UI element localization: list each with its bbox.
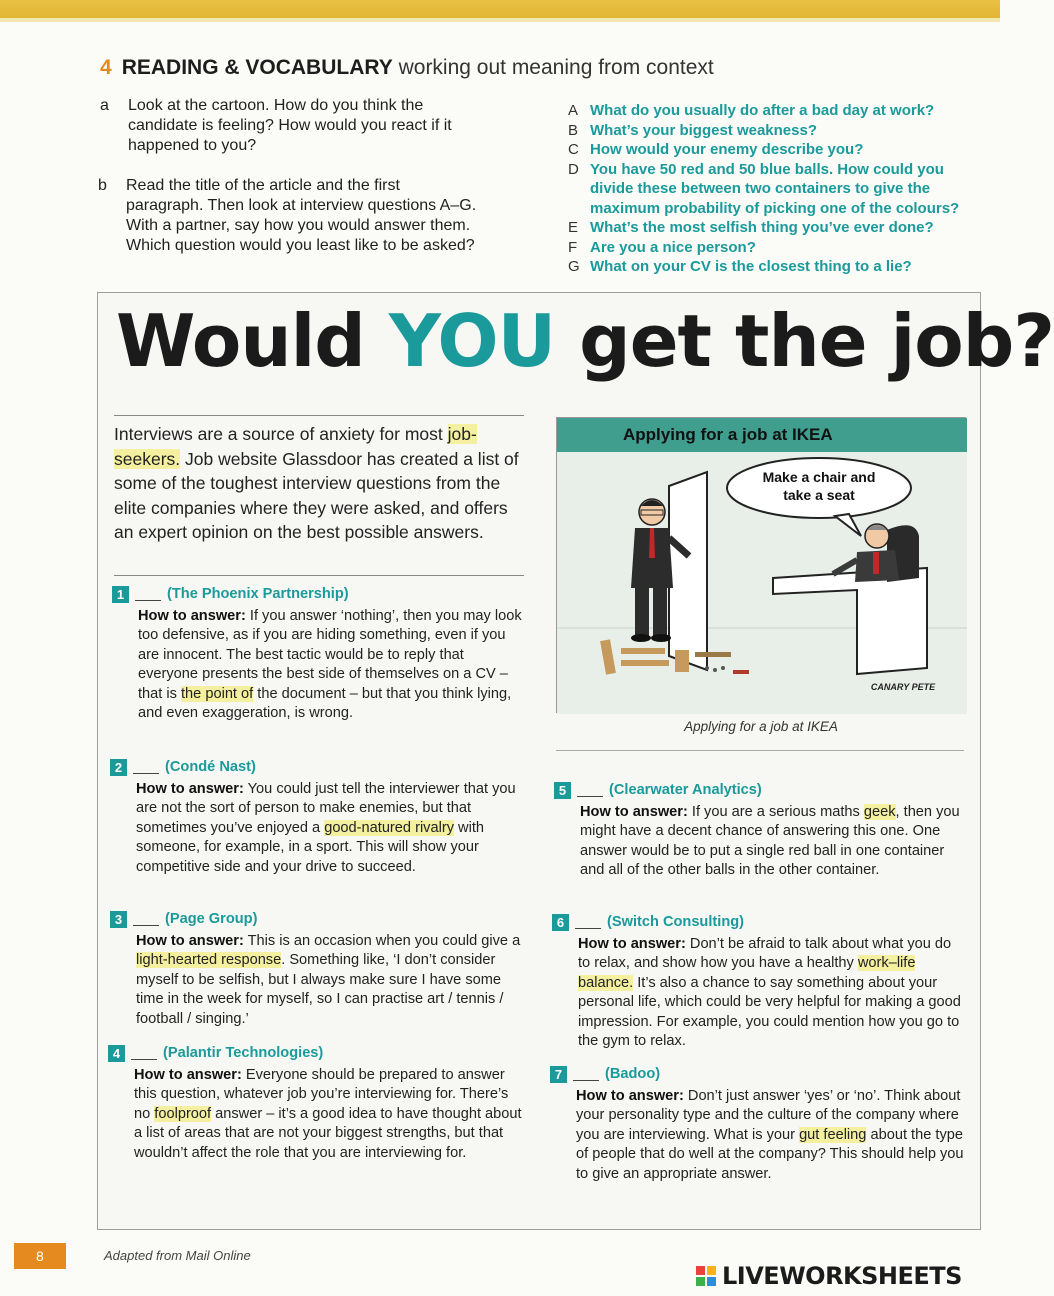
ikea-cartoon [556,417,966,713]
article-box [97,292,1054,1230]
highlighted-phrase: light-hearted response [136,952,282,968]
question-letter: C [568,141,579,158]
item-text: about the type of people that do well at the company? This should help you to give an appropriate answer. [576,1126,964,1182]
highlighted-phrase: geek [863,803,896,820]
item-company: (The Phoenix Partnership) [167,586,349,602]
answer-blank[interactable] [133,762,159,774]
cartoonist-signature: CANARY PETE [870,682,936,692]
cartoon-title: Applying for a job at IKEA [557,418,967,452]
task-line: paragraph. Then look at interview questions A–G. [126,197,477,214]
item-text: This is an occasion when you could give a [243,932,521,949]
item-heading [110,910,524,930]
question-text: maximum probability of picking one of the colours? [590,199,960,217]
item-text: Everyone should be prepared to answer this question, whatever job you’re interviewing for. There’s no [134,1066,509,1122]
task-line: Look at the cartoon. How do you think the [128,97,424,114]
task-line: With a partner, say how you would answer them. [126,217,471,234]
item-company: (Palantir Technologies) [163,1045,324,1061]
item-company: (Condé Nast) [165,759,256,775]
item-text: . Something like, ‘I don’t consider myself to be selfish, but I always make sure I have some time in the week for myself, so I can practise art / tennis / football / singing.’ [136,952,504,1027]
top-color-bar-edge [0,18,1000,22]
item-body [554,803,964,881]
question-text: What’s your biggest weakness? [590,121,817,139]
how-label: How to answer: [578,935,686,952]
question-item [568,160,988,219]
question-item [568,121,988,141]
answer-blank[interactable] [575,917,601,929]
answer-item-1 [112,585,524,724]
item-text: If you answer ‘nothing’, then you may look too defensive, as if you are hiding something, even if you are innocent. The best tactic would be to reply that everyone presents the best side of themselves on a CV – that is [138,607,522,702]
highlighted-phrase: good-natured rivalry [324,819,454,836]
item-number-box: 7 [550,1066,567,1083]
question-text: What on your CV is the closest thing to a lie? [590,258,912,275]
source-credit: Adapted from Mail Online [104,1248,251,1263]
item-body [552,935,966,1052]
speech-bubble-line1: Make a chair and [762,469,876,485]
task-letter: a [100,97,109,114]
item-body [110,780,524,878]
item-number-box: 6 [552,914,569,931]
question-letter: B [568,121,579,139]
item-text: You could just tell the interviewer that you are not the sort of person to make enemies, but that sometimes you’ve enjoyed a [136,780,516,836]
question-text: How would your enemy describe you? [590,141,864,158]
answer-item-3 [110,910,524,1029]
answer-blank[interactable] [577,785,603,797]
intro-divider [114,575,524,576]
task-text [126,176,476,256]
item-company: (Page Group) [165,911,258,927]
answer-item-5 [554,781,964,881]
item-heading [552,913,966,933]
task-b [98,176,538,260]
task-text [128,96,452,156]
highlighted-phrase: the point of [181,685,254,702]
question-item [568,140,988,160]
page-number: 8 [14,1243,66,1269]
item-heading [108,1044,524,1064]
item-body [550,1087,966,1185]
section-subtitle: working out meaning from context [398,56,714,79]
item-number-box: 4 [108,1045,125,1062]
question-letter: A [568,102,579,119]
headline-part: Would [116,299,389,383]
item-text: the document – but that you think lying, and even exaggeration, is wrong. [138,685,512,721]
answer-blank[interactable] [133,914,159,926]
item-body [110,932,524,1030]
question-text: divide these between two containers to give the [590,180,931,197]
question-list [568,101,988,277]
intro-text: Job website Glassdoor has created a list of some of the toughest interview questions from the elite companies where they were asked, and offers an expert opinion on the best possible answers. [114,448,519,542]
item-text: answer – it’s a good idea to have thought about a list of areas that are not your biggest strengths, but that wouldn’t affect the role that you are interviewing for. [134,1105,522,1161]
how-label: How to answer: [136,932,244,949]
item-company: (Clearwater Analytics) [609,782,762,798]
item-heading [110,758,524,778]
section-heading [100,56,714,80]
article-headline [116,299,1054,383]
top-color-bar [0,0,1000,18]
how-label: How to answer: [138,607,246,624]
item-company: (Switch Consulting) [607,914,745,930]
speech-bubble-line2: take a seat [783,487,855,503]
intro-text: Interviews are a source of anxiety for most [114,424,443,444]
question-letter: F [568,238,578,256]
item-heading [112,585,524,605]
section-number: 4 [100,56,112,79]
highlighted-word: job-seekers. [114,424,477,469]
question-letter: E [568,219,579,236]
brand-wordmark: LIVEWORKSHEETS [722,1262,962,1290]
answer-item-2 [110,758,524,877]
task-line: candidate is feeling? How would you react if it [128,117,452,134]
task-letter: b [98,177,107,194]
answer-blank[interactable] [135,589,161,601]
answer-blank[interactable] [131,1048,157,1060]
item-company: (Badoo) [605,1066,661,1082]
headline-part: get the job? [555,299,1054,383]
item-text: It’s also a chance to say something about your personal life, which could be very helpful for making a good impression. For example, you could mention how you go to the gym to relax. [578,974,961,1049]
answer-item-4 [108,1044,524,1163]
item-number-box: 3 [110,911,127,928]
highlighted-phrase: work–life balance. [578,955,916,991]
item-text: Don’t just answer ‘yes’ or ‘no’. Think about your personality type and the culture of the company where you are interviewing. What is your [576,1087,961,1143]
how-label: How to answer: [576,1087,684,1104]
liveworksheets-logo-icon [696,1266,716,1286]
question-item [568,238,988,258]
item-text: , then you might have a decent chance of answering this one. One answer would be to put a single red ball in one container and all of the other balls in the other container. [580,803,960,878]
item-number-box: 2 [110,759,127,776]
item-text: Don’t be afraid to talk about what you do to relax, and show how you have a healthy [578,935,952,971]
highlighted-phrase: foolproof [154,1105,212,1122]
how-label: How to answer: [580,803,688,820]
question-letter: D [568,160,579,178]
item-heading [554,781,964,801]
highlighted-phrase: gut feeling [799,1126,867,1143]
item-text: with someone, for example, in a sport. This will show your competitive side and your drive to succeed. [136,819,485,875]
how-label: How to answer: [136,780,244,797]
item-heading [550,1065,966,1085]
item-number-box: 5 [554,782,571,799]
answer-blank[interactable] [573,1069,599,1081]
question-item [568,257,988,277]
cartoon-caption: Applying for a job at IKEA [684,719,838,734]
caption-divider [556,750,964,751]
item-number-box: 1 [112,586,129,603]
answer-item-7 [550,1065,966,1184]
section-title: READING & VOCABULARY [121,56,393,79]
task-a [100,96,540,158]
how-label: How to answer: [134,1066,242,1083]
question-text: What do you usually do after a bad day at work? [590,102,935,119]
liveworksheets-brand [696,1262,962,1290]
question-item [568,218,988,238]
headline-you: YOU [388,299,556,383]
item-body [112,607,524,724]
question-item [568,101,988,121]
article-intro [114,415,524,545]
item-body [108,1066,524,1164]
question-text: Are you a nice person? [590,238,756,256]
question-text: What’s the most selfish thing you’ve ever done? [590,219,934,236]
task-line: Which question would you least like to be asked? [126,237,475,254]
answer-item-6 [552,913,966,1052]
task-line: happened to you? [128,137,257,154]
question-text: You have 50 red and 50 blue balls. How could you [590,160,944,178]
question-letter: G [568,258,580,275]
item-text: If you are a serious maths [687,803,864,820]
cartoon-illustration [557,418,967,714]
task-line: Read the title of the article and the first [126,177,400,194]
